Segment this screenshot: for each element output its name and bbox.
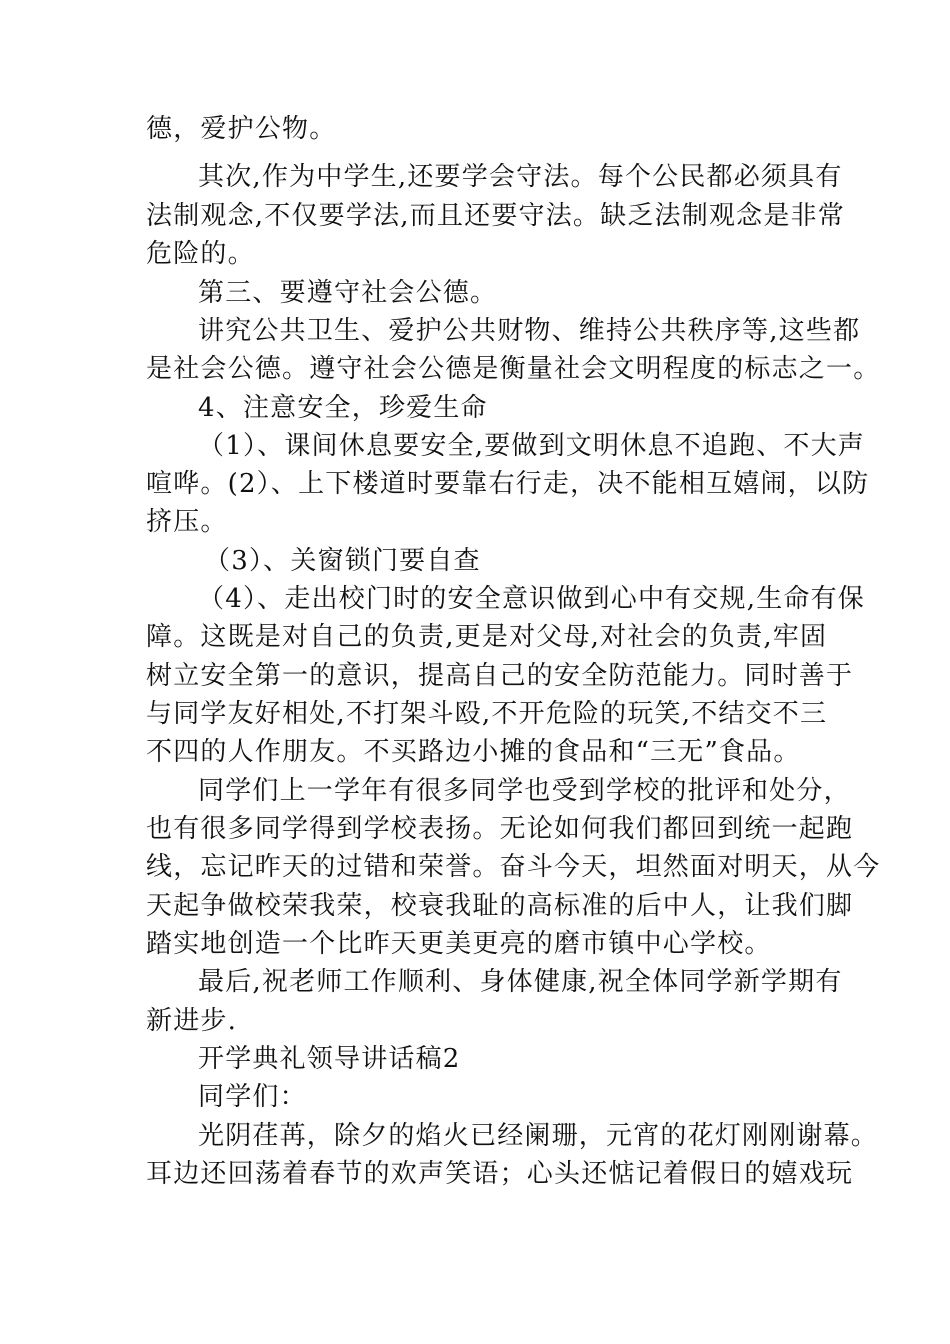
text-line: 树立安全第一的意识，提高自己的安全防范能力。同时善于: [146, 661, 854, 691]
text-line: （3）、关窗锁门要自查: [204, 546, 481, 576]
salutation: 同学们：: [198, 1082, 307, 1112]
text-line: 耳边还回荡着春节的欢声笑语；心头还惦记着假日的嬉戏玩: [146, 1159, 854, 1189]
document-title: 开学典礼领导讲话稿2: [198, 1044, 461, 1074]
text-line: 线，忘记昨天的过错和荣誉。奋斗今天，坦然面对明天，从今: [146, 852, 881, 882]
text-line: 障。这既是对自己的负责,更是对父母,对社会的负责,牢固: [146, 622, 828, 652]
text-line: 新进步.: [146, 1006, 238, 1036]
text-line: 挤压。: [146, 507, 228, 537]
text-line: 法制观念,不仅要学法,而且还要守法。缺乏法制观念是非常: [146, 201, 845, 231]
text-line: 不四的人作朋友。不买路边小摊的食品和“三无”食品。: [146, 737, 801, 767]
text-line: 德，爱护公物。: [146, 114, 337, 144]
text-line: 也有很多同学得到学校表扬。无论如何我们都回到统一起跑: [146, 814, 854, 844]
text-line: 光阴荏苒，除夕的焰火已经阑珊，元宵的花灯刚刚谢幕。: [198, 1121, 879, 1151]
text-line: 天起争做校荣我荣，校衰我耻的高标准的后中人，让我们脚: [146, 891, 854, 921]
text-line: （1）、课间休息要安全,要做到文明休息不追跑、不大声: [198, 431, 866, 461]
text-line: 最后,祝老师工作顺利、身体健康,祝全体同学新学期有: [198, 967, 843, 997]
text-line: 与同学友好相处,不打架斗殴,不开危险的玩笑,不结交不三: [146, 699, 828, 729]
text-line: 踏实地创造一个比昨天更美更亮的磨市镇中心学校。: [146, 929, 772, 959]
section-heading: 4、注意安全，珍爱生命: [198, 393, 488, 423]
text-line: 其次,作为中学生,还要学会守法。每个公民都必须具有: [198, 162, 843, 192]
text-line: 讲究公共卫生、爱护公共财物、维持公共秩序等,这些都: [198, 316, 861, 346]
section-heading: 第三、要遵守社会公德。: [198, 278, 498, 308]
text-line: 是社会公德。遵守社会公德是衡量社会文明程度的标志之一。: [146, 354, 881, 384]
text-line: 危险的。: [146, 239, 255, 269]
text-line: （4）、走出校门时的安全意识做到心中有交规,生命有保: [198, 584, 866, 614]
text-line: 喧哗。(2）、上下楼道时要靠右行走，决不能相互嬉闹，以防: [146, 469, 870, 499]
text-line: 同学们上一学年有很多同学也受到学校的批评和处分，: [198, 776, 851, 806]
